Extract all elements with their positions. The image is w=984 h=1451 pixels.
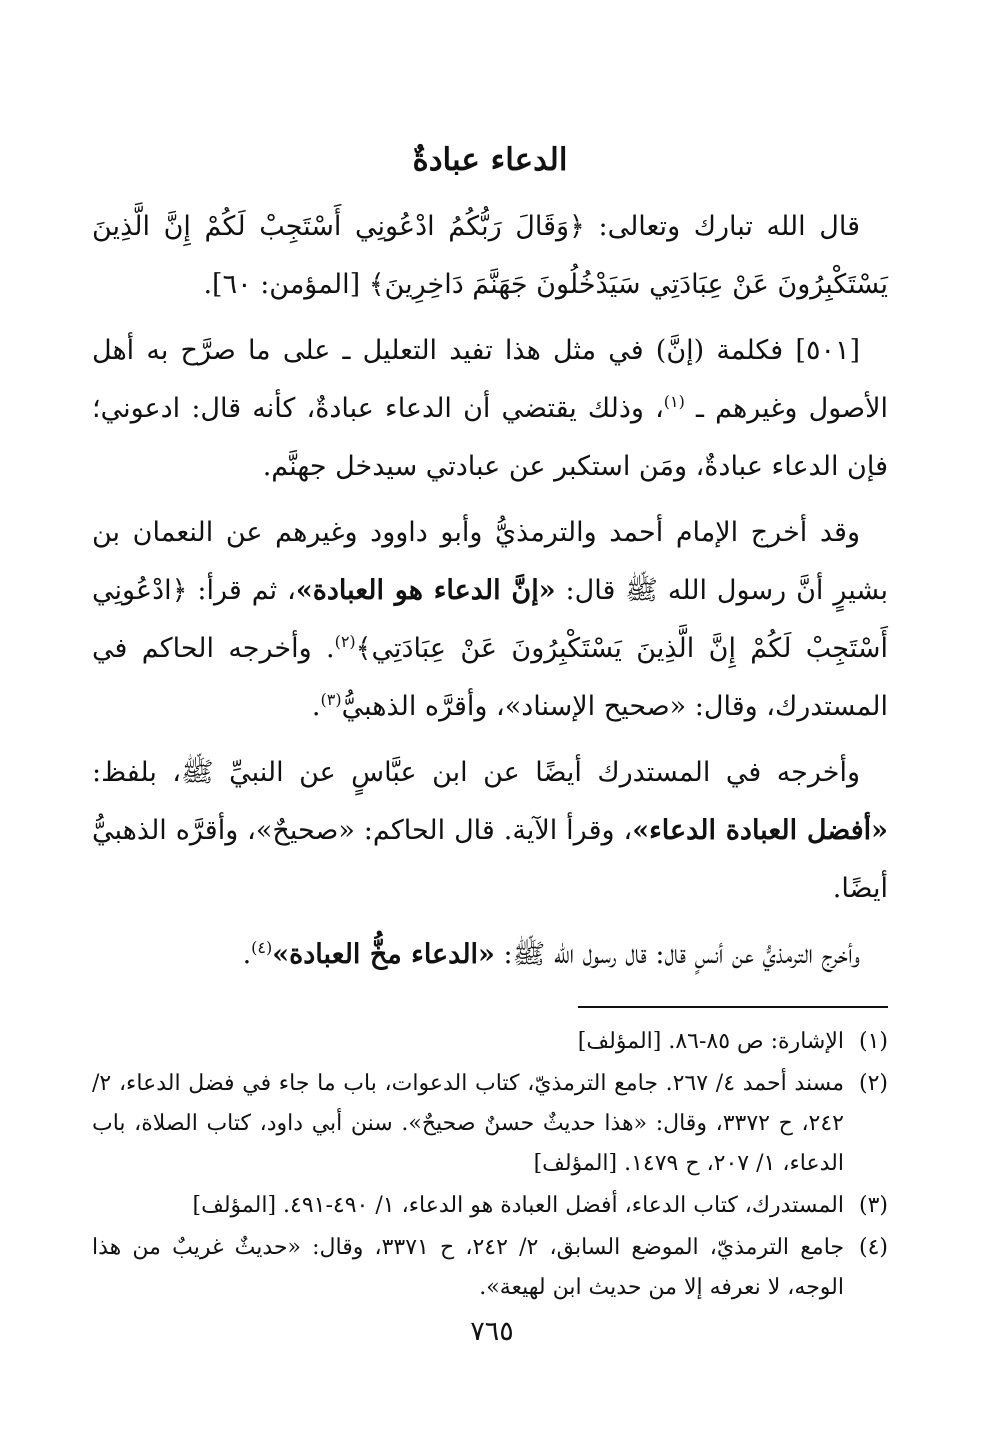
footnote-number: (٤) xyxy=(858,1235,888,1261)
footnote-number: (١) xyxy=(858,1029,888,1055)
p3-text-b: ، ثم قرأ: xyxy=(187,575,296,607)
footnote-ref-4: (٤) xyxy=(251,938,273,958)
p5-text-a: وأخرج الترمذيُّ عن أنسٍ قال: قال رسول الله ﷺ: xyxy=(494,939,860,971)
p4-text-a: وأخرجه في المستدرك أيضًا عن ابن عبَّاسٍ عن النبيِّ ﷺ، بلفظ: xyxy=(92,757,860,789)
p4-text-b: ، وقرأ الآية. قال الحاكم: «صحيحٌ»، وأقرَّه الذهبيُّ أيضًا. xyxy=(92,815,888,905)
chapter-title: الدعاء عبادةٌ xyxy=(412,142,568,178)
footnote xyxy=(92,1064,888,1184)
quran-verse: ﴿وَقَالَ رَبُّكُمُ ادْعُونِي أَسْتَجِبْ لَكُمْ إِنَّ الَّذِينَ يَسْتَكْبِرُونَ عَنْ عِبَادَتِي سَيَدْخُلُونَ جَهَنَّمَ دَاخِرِينَ﴾ xyxy=(92,211,888,301)
footnote-ref-2: (٢) xyxy=(334,632,356,652)
p3-text-a: وقد أخرج الإمام أحمد والترمذيُّ وأبو داوود وغيرهم عن النعمان بن بشيرٍ أنَّ رسول الله ﷺ قال: xyxy=(92,517,888,607)
footnote xyxy=(92,1186,888,1226)
footnote xyxy=(92,1228,888,1308)
p3-text-c: . وأخرجه الحاكم في المستدرك، وقال: «صحيح الإسناد»، وأقرَّه الذهبيُّ xyxy=(92,633,888,723)
paragraph-3 xyxy=(92,504,888,736)
hadith-quote: «إنَّ الدعاء هو العبادة» xyxy=(295,575,556,607)
footnote-divider xyxy=(578,1006,888,1008)
paragraph-1 xyxy=(92,198,888,314)
footnote xyxy=(92,1022,888,1062)
hadith-quote: «أفضل العبادة الدعاء» xyxy=(632,815,888,847)
p3-text-d: . xyxy=(311,691,321,723)
footnote-ref-3: (٣) xyxy=(320,690,342,710)
p2-text-a: [٥٠١] فكلمة (إنَّ) في مثل هذا تفيد التعليل ـ على ما صرَّح به أهل الأصول وغيرهم ـ xyxy=(92,335,888,425)
footnote-text: مسند أحمد ٤/ ٢٦٧. جامع الترمذيّ، كتاب الدعوات، باب ما جاء في فضل الدعاء، ٢/ ٢٤٢، ح ٣٣٧٢، وقال: «هذا حديثٌ حسنٌ صحيحٌ». سنن أبي داود، كتاب الصلاة، باب الدعاء، ١/ ٢٠٧، ح ١٤٧٩. [المؤلف] xyxy=(92,1071,845,1177)
footnote-text: المستدرك، كتاب الدعاء، أفضل العبادة هو الدعاء، ١/ ٤٩٠-٤٩١. [المؤلف] xyxy=(192,1193,844,1219)
footnote-number: (٣) xyxy=(858,1193,888,1219)
footnote-text: الإشارة: ص ٨٥-٨٦. [المؤلف] xyxy=(577,1029,844,1055)
p5-text-b: . xyxy=(242,939,252,971)
footnote-text: جامع الترمذيّ، الموضع السابق، ٢/ ٢٤٢، ح ٣٣٧١، وقال: «حديثٌ غريبٌ من هذا الوجه، لا نعرفه إلا من حديث ابن لهيعة». xyxy=(92,1235,844,1301)
paragraph-4 xyxy=(92,744,888,918)
verse-reference: [المؤمن: ٦٠]. xyxy=(203,269,369,301)
footnote-ref-1: (١) xyxy=(663,392,685,412)
paragraph-2 xyxy=(92,322,888,496)
footnotes xyxy=(92,1022,888,1308)
hadith-quote: «الدعاء مخُّ العبادة» xyxy=(272,939,495,971)
quran-verse: ﴿ادْعُونِي أَسْتَجِبْ لَكُمْ إِنَّ الَّذِينَ يَسْتَكْبِرُونَ عَنْ عِبَادَتِي﴾ xyxy=(92,575,888,665)
page-number: ٧٦٥ xyxy=(470,1316,514,1347)
p2-text-b: ، وذلك يقتضي أن الدعاء عبادةٌ، كأنه قال: ادعوني؛ فإن الدعاء عبادةٌ، ومَن استكبر عن عبادتي سيدخل جهنَّم. xyxy=(92,393,888,483)
footnote-number: (٢) xyxy=(858,1071,888,1097)
paragraph-5 xyxy=(92,926,888,984)
p1-intro: قال الله تبارك وتعالى: xyxy=(584,211,860,243)
